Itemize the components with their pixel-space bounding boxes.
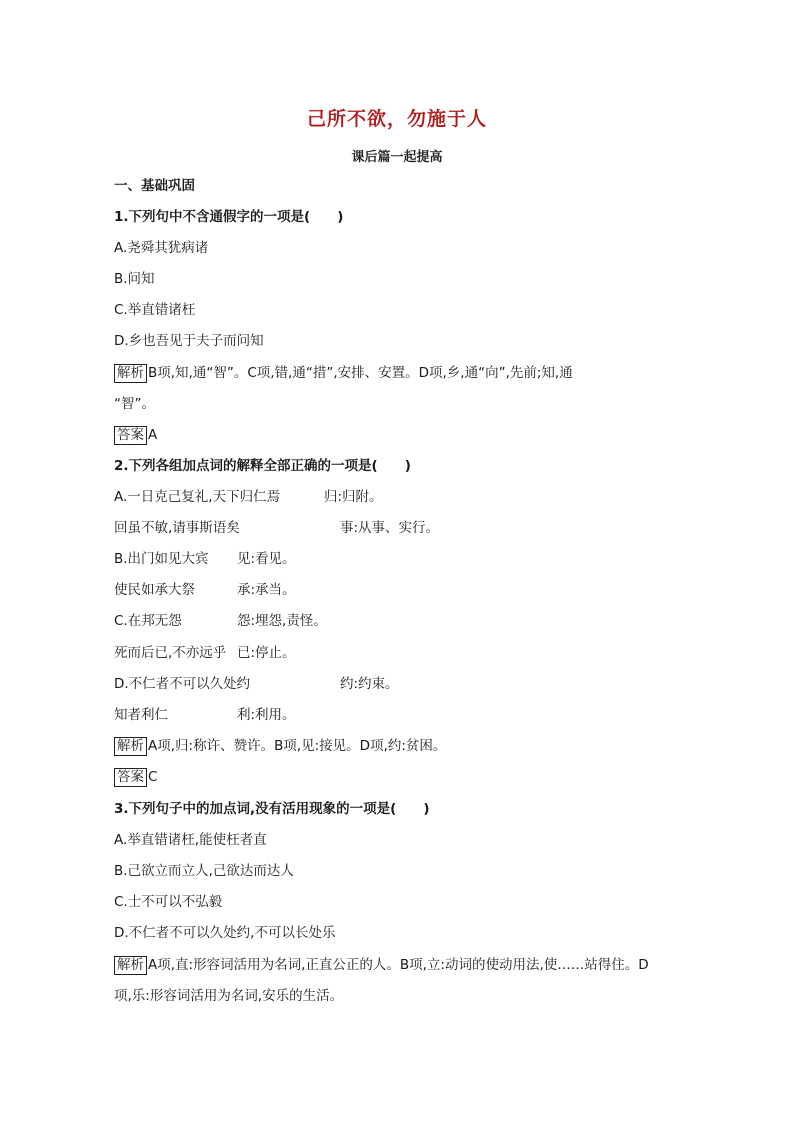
row-text: 死而后已,不亦远乎 [114,645,227,661]
question-2-row [114,580,296,600]
answer-text: C [148,769,158,785]
question-3-analysis [114,955,649,975]
row-text: 回虽不敏,请事斯语矣 [114,520,240,536]
row-gloss: 见:看见。 [237,551,296,567]
row-gloss: 怨:埋怨,责怪。 [237,613,327,629]
question-2-row [114,518,439,538]
question-2-row [114,611,327,631]
question-2-row [114,487,383,507]
document-subtitle: 课后篇一起提高 [351,150,443,165]
question-3-stem: 3.下列句子中的加点词,没有活用现象的一项是( ) [114,801,430,817]
question-3-option-c: C.士不可以不弘毅 [114,894,223,910]
question-2-row [114,674,399,694]
row-gloss: 归:归附。 [324,489,383,505]
row-text: D.不仁者不可以久处约 [114,676,251,692]
row-text: 使民如承大祭 [114,582,195,598]
row-gloss: 约:约束。 [340,676,399,692]
row-gloss: 承:承当。 [237,582,296,598]
question-1-option-a: A.尧舜其犹病诸 [114,240,209,256]
question-1-analysis [114,363,573,383]
row-text: A.一日克己复礼,天下归仁焉 [114,489,281,505]
question-2-row [114,705,296,725]
question-2-row [114,549,296,569]
question-3-analysis-cont: 项,乐:形容词活用为名词,安乐的生活。 [114,988,344,1004]
analysis-text: B项,知,通“智”。C项,错,通“措”,安排、安置。D项,乡,通“向”,先前;知,通 [148,365,573,381]
question-3-option-d: D.不仁者不可以久处约,不可以长处乐 [114,925,336,941]
answer-tag: 答案 [114,768,147,787]
question-2-stem: 2.下列各组加点词的解释全部正确的一项是( ) [114,458,411,474]
row-text: B.出门如见大宾 [114,551,209,567]
question-2-answer [114,767,157,787]
question-1-analysis-cont: “智”。 [114,396,155,412]
question-1-option-d: D.乡也吾见于夫子而问知 [114,333,264,349]
analysis-text: A项,归:称许、赞许。B项,见:接见。D项,约:贫困。 [148,738,447,754]
answer-text: A [148,427,158,443]
question-2-analysis [114,736,446,756]
question-1-option-c: C.举直错诸枉 [114,302,196,318]
question-3-option-a: A.举直错诸枉,能使枉者直 [114,832,267,848]
analysis-text: A项,直:形容词活用为名词,正直公正的人。B项,立:动词的使动用法,使……站得住。D [148,957,649,973]
analysis-tag: 解析 [114,737,147,756]
row-text: 知者利仁 [114,707,168,723]
answer-tag: 答案 [114,426,147,445]
question-1-option-b: B.问知 [114,271,155,287]
question-1-answer [114,425,157,445]
document-title: 己所不欲，勿施于人 [306,108,487,130]
row-text: C.在邦无怨 [114,613,182,629]
analysis-tag: 解析 [114,364,147,383]
question-2-row [114,643,296,663]
question-1-stem: 1.下列句中不含通假字的一项是( ) [114,209,344,225]
analysis-tag: 解析 [114,956,147,975]
question-3-option-b: B.己欲立而立人,己欲达而达人 [114,863,294,879]
row-gloss: 利:利用。 [237,707,296,723]
row-gloss: 事:从事、实行。 [340,520,440,536]
row-gloss: 已:停止。 [237,645,296,661]
section-heading: 一、基础巩固 [114,178,195,194]
